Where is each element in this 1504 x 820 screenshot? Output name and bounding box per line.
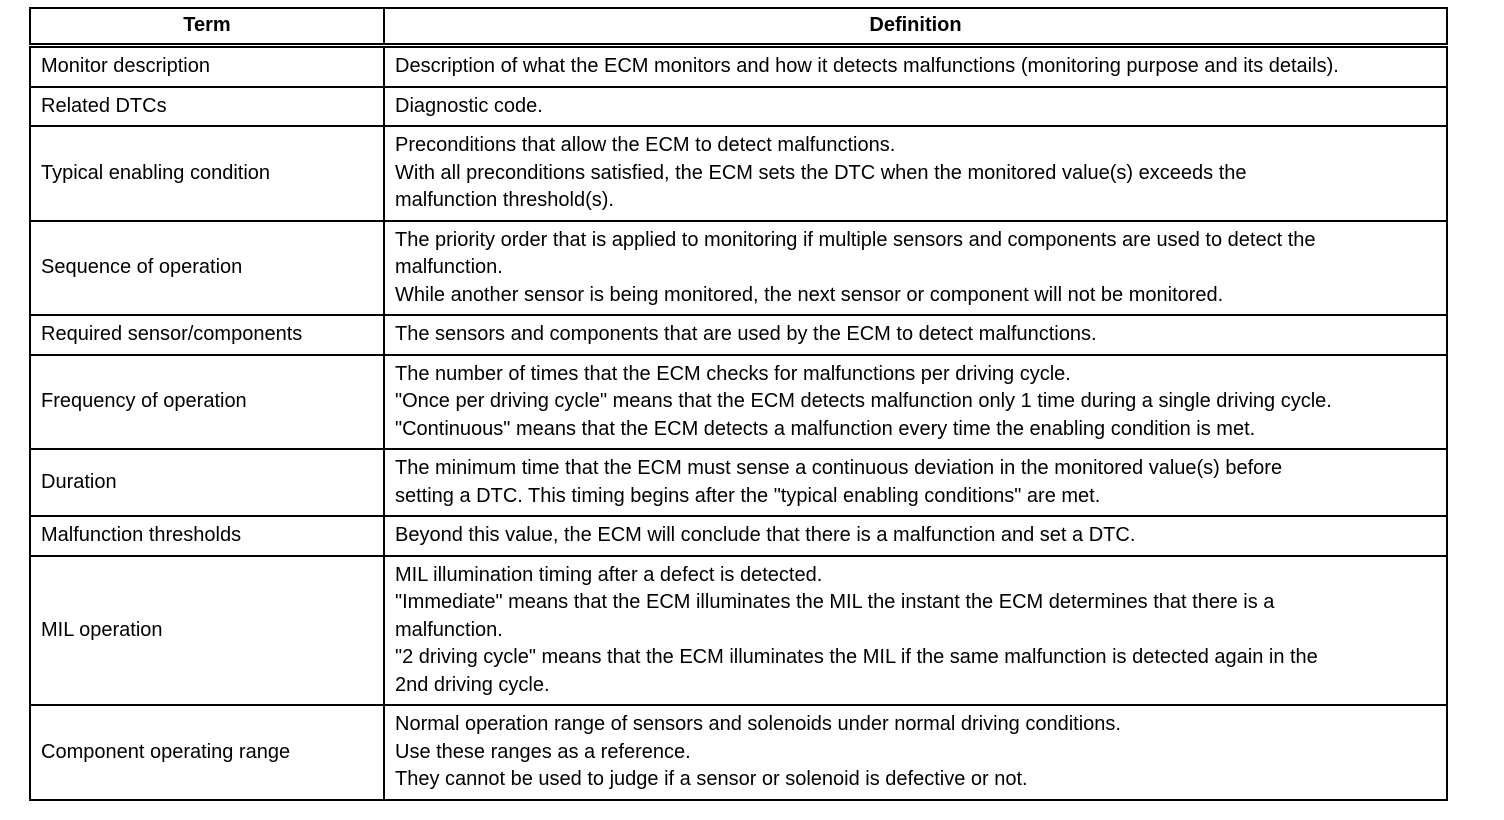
definition-line: MIL illumination timing after a defect is detected. xyxy=(395,563,823,586)
table-body xyxy=(30,46,1447,800)
table-row xyxy=(30,46,1447,87)
table-row xyxy=(30,315,1447,355)
table-row xyxy=(30,449,1447,516)
definition-cell xyxy=(384,221,1447,316)
definition-cell xyxy=(384,556,1447,706)
definition-cell xyxy=(384,46,1447,87)
definition-line: setting a DTC. This timing begins after the "typical enabling conditions" are met. xyxy=(395,484,1101,507)
definition-line: Diagnostic code. xyxy=(395,94,543,117)
definition-line: malfunction threshold(s). xyxy=(395,189,614,211)
definition-line: 2nd driving cycle. xyxy=(395,673,550,696)
table-row xyxy=(30,221,1447,316)
definition-line: malfunction. xyxy=(395,618,503,641)
definition-line: With all preconditions satisfied, the ECM sets the DTC when the monitored value(s) exceeds the xyxy=(395,161,1247,184)
table-row xyxy=(30,355,1447,450)
definition-cell xyxy=(384,449,1447,516)
definition-cell xyxy=(384,355,1447,450)
table-row xyxy=(30,126,1447,221)
definitions-table xyxy=(29,7,1448,801)
term-cell: Component operating range xyxy=(30,705,384,800)
table-row xyxy=(30,516,1447,556)
table-row xyxy=(30,705,1447,800)
term-cell: Required sensor/components xyxy=(30,315,384,355)
term-cell: Duration xyxy=(30,449,384,516)
definition-line: The priority order that is applied to monitoring if multiple sensors and components are used to detect the xyxy=(395,228,1316,251)
definition-line: The minimum time that the ECM must sense a continuous deviation in the monitored value(s) before xyxy=(395,457,1283,479)
definition-line: The sensors and components that are used by the ECM to detect malfunctions. xyxy=(395,323,1097,345)
definition-line: Beyond this value, the ECM will conclude that there is a malfunction and set a DTC. xyxy=(395,524,1136,546)
definition-line: The number of times that the ECM checks for malfunctions per driving cycle. xyxy=(395,362,1071,385)
term-cell: Frequency of operation xyxy=(30,355,384,450)
term-cell: Monitor description xyxy=(30,46,384,87)
term-cell: Typical enabling condition xyxy=(30,126,384,221)
term-cell: Related DTCs xyxy=(30,87,384,127)
header-row xyxy=(30,8,1447,46)
term-column-header: Term xyxy=(30,8,384,46)
definition-line: Use these ranges as a reference. xyxy=(395,740,691,763)
definition-line: Preconditions that allow the ECM to detect malfunctions. xyxy=(395,134,896,156)
definition-line: Normal operation range of sensors and solenoids under normal driving conditions. xyxy=(395,713,1121,735)
table-header xyxy=(30,8,1447,46)
definition-line: "Once per driving cycle" means that the ECM detects malfunction only 1 time during a single driving cycle. xyxy=(395,390,1332,412)
definition-line: "2 driving cycle" means that the ECM illuminates the MIL if the same malfunction is detected again in the xyxy=(395,646,1318,668)
definition-line: malfunction. xyxy=(395,256,503,278)
definition-line: "Immediate" means that the ECM illuminates the MIL the instant the ECM determines that there is a xyxy=(395,591,1275,613)
definition-column-header: Definition xyxy=(384,8,1447,46)
term-cell: Malfunction thresholds xyxy=(30,516,384,556)
definition-line: They cannot be used to judge if a sensor or solenoid is defective or not. xyxy=(395,768,1028,790)
table-row xyxy=(30,87,1447,127)
definition-cell xyxy=(384,705,1447,800)
definition-line: Description of what the ECM monitors and how it detects malfunctions (monitoring purpose and its details). xyxy=(395,55,1339,77)
definition-line: "Continuous" means that the ECM detects a malfunction every time the enabling condition is met. xyxy=(395,417,1256,440)
definition-cell xyxy=(384,87,1447,127)
definition-cell xyxy=(384,126,1447,221)
definition-cell xyxy=(384,516,1447,556)
definition-cell xyxy=(384,315,1447,355)
definition-line: While another sensor is being monitored, the next sensor or component will not be monitored. xyxy=(395,283,1224,306)
term-cell: Sequence of operation xyxy=(30,221,384,316)
table-row xyxy=(30,556,1447,706)
term-cell: MIL operation xyxy=(30,556,384,706)
